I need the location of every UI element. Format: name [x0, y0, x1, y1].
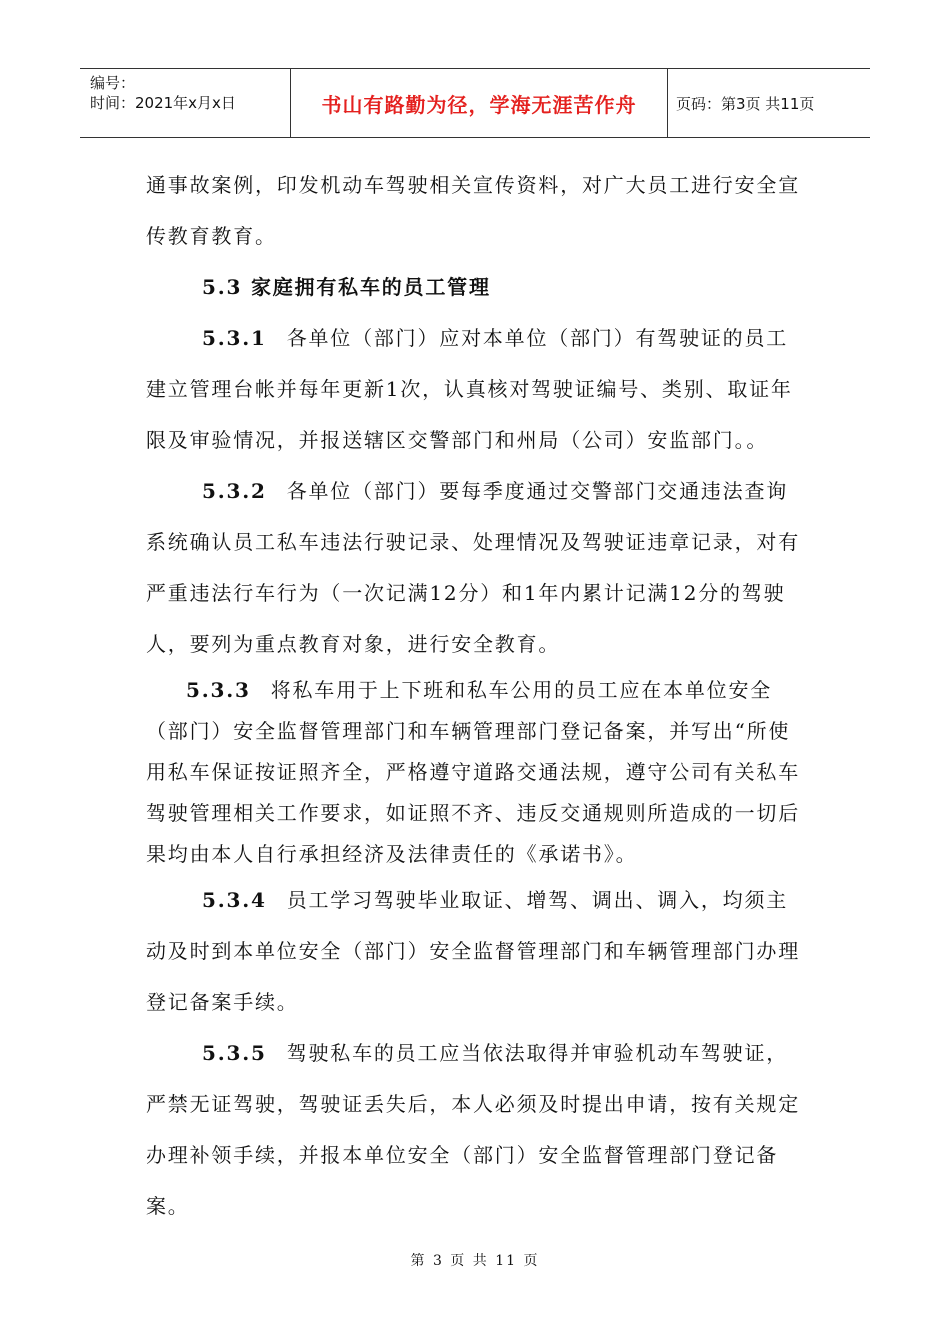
clause-5-3-1	[146, 313, 806, 466]
clause-text: 各单位（部门）要每季度通过交警部门交通违法查询系统确认员工私车违法行驶记录、处理情况及驾驶证违章记录，对有严重违法行车行为（一次记满12分）和1年内累计记满12分的驾驶人，要列为重点教育对象，进行安全教育。	[146, 479, 800, 656]
clause-text: 员工学习驾驶毕业取证、增驾、调出、调入，均须主动及时到本单位安全（部门）安全监督管理部门和车辆管理部门办理登记备案手续。	[146, 888, 800, 1014]
header-motto: 书山有路勤为径，学海无涯苦作舟	[291, 69, 668, 137]
clause-number: 5.3.4	[202, 888, 267, 912]
document-time-label: 时间：2021年x月x日	[90, 94, 236, 112]
paragraph-continuation: 通事故案例，印发机动车驾驶相关宣传资料，对广大员工进行安全宣传教育教育。	[146, 173, 800, 248]
document-number-label: 编号：	[90, 74, 136, 92]
clause-text: 各单位（部门）应对本单位（部门）有驾驶证的员工建立管理台帐并每年更新1次，认真核对驾驶证编号、类别、取证年限及审验情况，并报送辖区交警部门和州局（公司）安监部门。。	[146, 326, 793, 452]
clause-number: 5.3.5	[202, 1041, 267, 1065]
document-body	[146, 160, 806, 1232]
clause-5-3-4	[146, 875, 806, 1028]
header-meta	[80, 69, 291, 137]
clause-5-3-3	[146, 670, 806, 875]
clause-text: 将私车用于上下班和私车公用的员工应在本单位安全（部门）安全监督管理部门和车辆管理部门登记备案，并写出“所使用私车保证按证照齐全，严格遵守道路交通法规，遵守公司有关私车驾驶管理相关工作要求，如证照不齐、违反交通规则所造成的一切后果均由本人自行承担经济及法律责任的《承诺书》。	[146, 678, 800, 866]
section-heading-5-3: 5.3 家庭拥有私车的员工管理	[202, 275, 491, 299]
page-header	[80, 68, 870, 138]
clause-5-3-2	[146, 466, 806, 670]
clause-number: 5.3.2	[202, 479, 267, 503]
clause-number: 5.3.3	[186, 678, 251, 702]
page-footer: 第 3 页 共 11 页	[410, 1253, 540, 1269]
clause-5-3-5	[146, 1028, 806, 1232]
clause-text: 驾驶私车的员工应当依法取得并审验机动车驾驶证，严禁无证驾驶，驾驶证丢失后，本人必须及时提出申请，按有关规定办理补领手续，并报本单位安全（部门）安全监督管理部门登记备案。	[146, 1041, 800, 1218]
clause-number: 5.3.1	[202, 326, 267, 350]
header-page-info: 页码：第3页 共11页	[676, 94, 815, 113]
